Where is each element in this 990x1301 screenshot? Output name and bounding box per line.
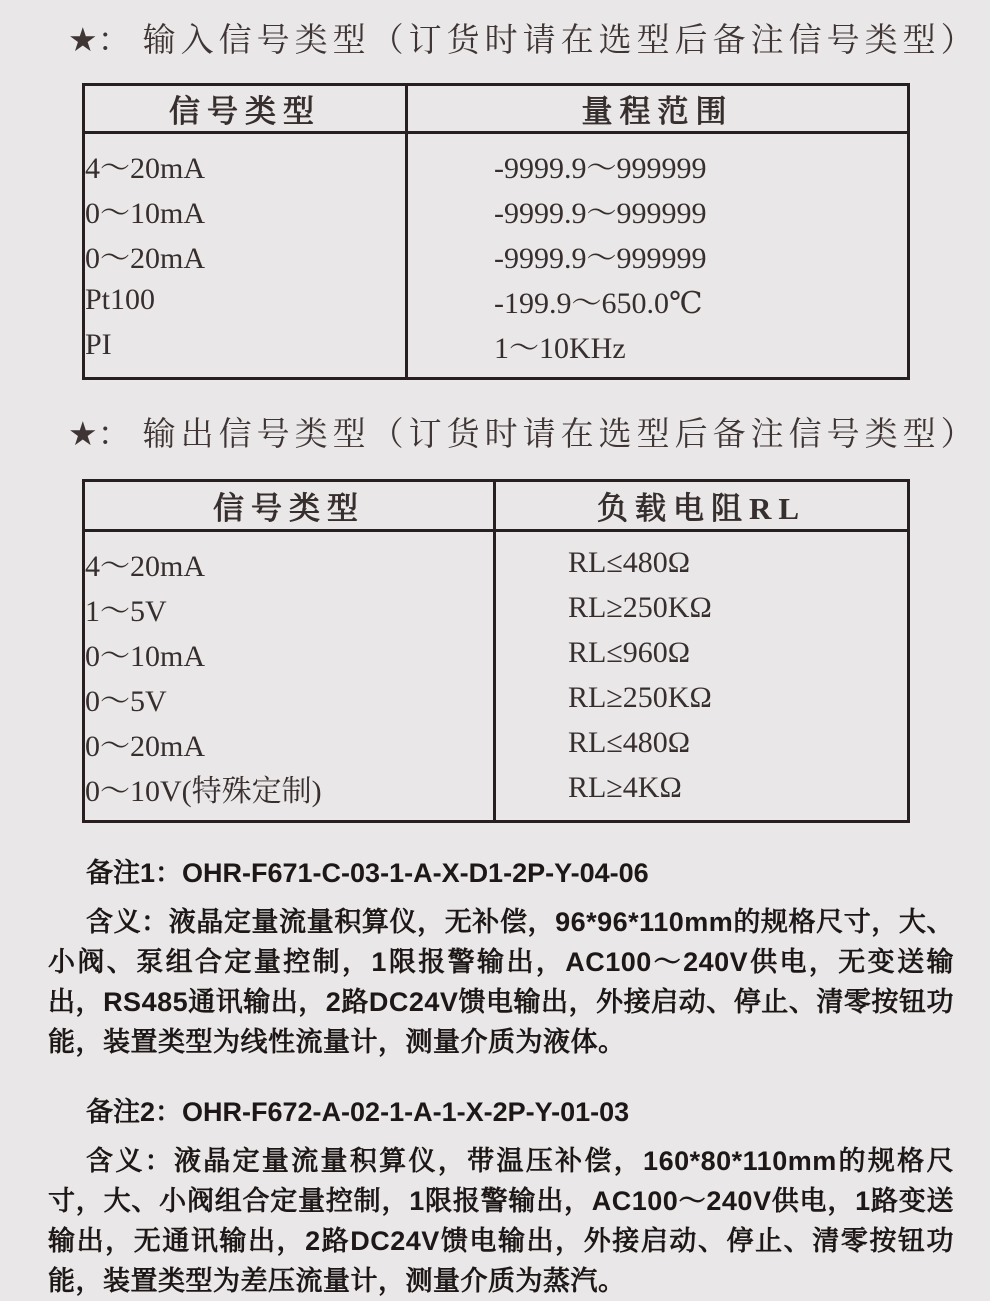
signal-type-cell: 4～20mA <box>84 531 495 586</box>
signal-type-cell: 0～20mA <box>84 720 495 765</box>
output-col-header-load-resistance: 负载电阻RL <box>495 481 909 531</box>
signal-type-cell: 0～5V <box>84 675 495 720</box>
input-table-header-row <box>84 85 909 133</box>
star-icon: ★： <box>68 417 131 453</box>
input-signal-table <box>82 83 910 380</box>
load-resistance-cell: RL≤480Ω <box>568 725 691 759</box>
note-2-meaning: 含义：液晶定量流量积算仪，带温压补偿，160*80*110mm的规格尺寸，大、小阀组合定量控制，1限报警输出，AC100～240V供电，1路变送输出，无通讯输出，2路DC24V馈电输出，外接启动、停止、清零按钮功能，装置类型为差压流量计，测量介质为蒸汽。 <box>48 1146 954 1296</box>
note-1-label: 备注1： <box>86 858 183 888</box>
output-section-heading <box>68 408 990 455</box>
notes-block <box>0 851 990 1301</box>
note-1-model-code: OHR-F671-C-03-1-A-X-D1-2P-Y-04-06 <box>182 858 649 888</box>
range-cell: 1～10KHz <box>494 331 626 365</box>
range-cell: -199.9～650.0℃ <box>494 286 703 320</box>
spec-document <box>0 14 990 1296</box>
signal-type-cell: Pt100 <box>84 277 407 322</box>
output-signal-section <box>0 408 990 823</box>
star-icon: ★： <box>68 23 131 59</box>
note-2-label: 备注2： <box>86 1097 183 1127</box>
input-col-header-signal-type: 信号类型 <box>84 85 407 133</box>
range-cell: -9999.9～999999 <box>494 196 707 230</box>
input-section-heading-text: 输入信号类型（订货时请在选型后备注信号类型） <box>142 23 979 59</box>
table-row <box>84 322 909 379</box>
signal-type-cell: 1～5V <box>84 585 495 630</box>
signal-type-cell: 0～10V(特殊定制) <box>84 765 495 822</box>
table-row <box>84 187 909 232</box>
table-row <box>84 585 909 630</box>
input-col-header-range: 量程范围 <box>407 85 909 133</box>
input-signal-section <box>0 14 990 380</box>
table-row <box>84 675 909 720</box>
output-signal-table <box>82 479 910 823</box>
signal-type-cell: PI <box>84 322 407 379</box>
output-col-header-signal-type: 信号类型 <box>84 481 495 531</box>
table-row <box>84 765 909 822</box>
range-cell: -9999.9～999999 <box>494 241 707 275</box>
table-row <box>84 630 909 675</box>
table-row <box>84 133 909 188</box>
range-cell: -9999.9～999999 <box>494 151 707 185</box>
note-2-model-code: OHR-F672-A-02-1-A-1-X-2P-Y-01-03 <box>182 1097 630 1127</box>
signal-type-cell: 0～10mA <box>84 187 407 232</box>
load-resistance-cell: RL≤480Ω <box>568 545 691 579</box>
table-row <box>84 720 909 765</box>
load-resistance-cell: RL≥250KΩ <box>568 680 712 714</box>
note-2-title <box>86 1090 960 1129</box>
table-row <box>84 531 909 586</box>
output-table-header-row <box>84 481 909 531</box>
note-1-title <box>86 851 960 890</box>
signal-type-cell: 4～20mA <box>84 133 407 188</box>
signal-type-cell: 0～10mA <box>84 630 495 675</box>
input-section-heading <box>68 14 990 61</box>
load-resistance-cell: RL≤960Ω <box>568 635 691 669</box>
table-row <box>84 232 909 277</box>
load-resistance-cell: RL≥4KΩ <box>568 770 682 804</box>
note-1-meaning: 含义：液晶定量流量积算仪，无补偿，96*96*110mm的规格尺寸，大、小阀、泵组合定量控制，1限报警输出，AC100～240V供电，无变送输出，RS485通讯输出，2路DC24V馈电输出，外接启动、停止、清零按钮功能，装置类型为线性流量计，测量介质为液体。 <box>48 907 954 1057</box>
signal-type-cell: 0～20mA <box>84 232 407 277</box>
load-resistance-cell: RL≥250KΩ <box>568 590 712 624</box>
output-section-heading-text: 输出信号类型（订货时请在选型后备注信号类型） <box>142 417 979 453</box>
table-row <box>84 277 909 322</box>
